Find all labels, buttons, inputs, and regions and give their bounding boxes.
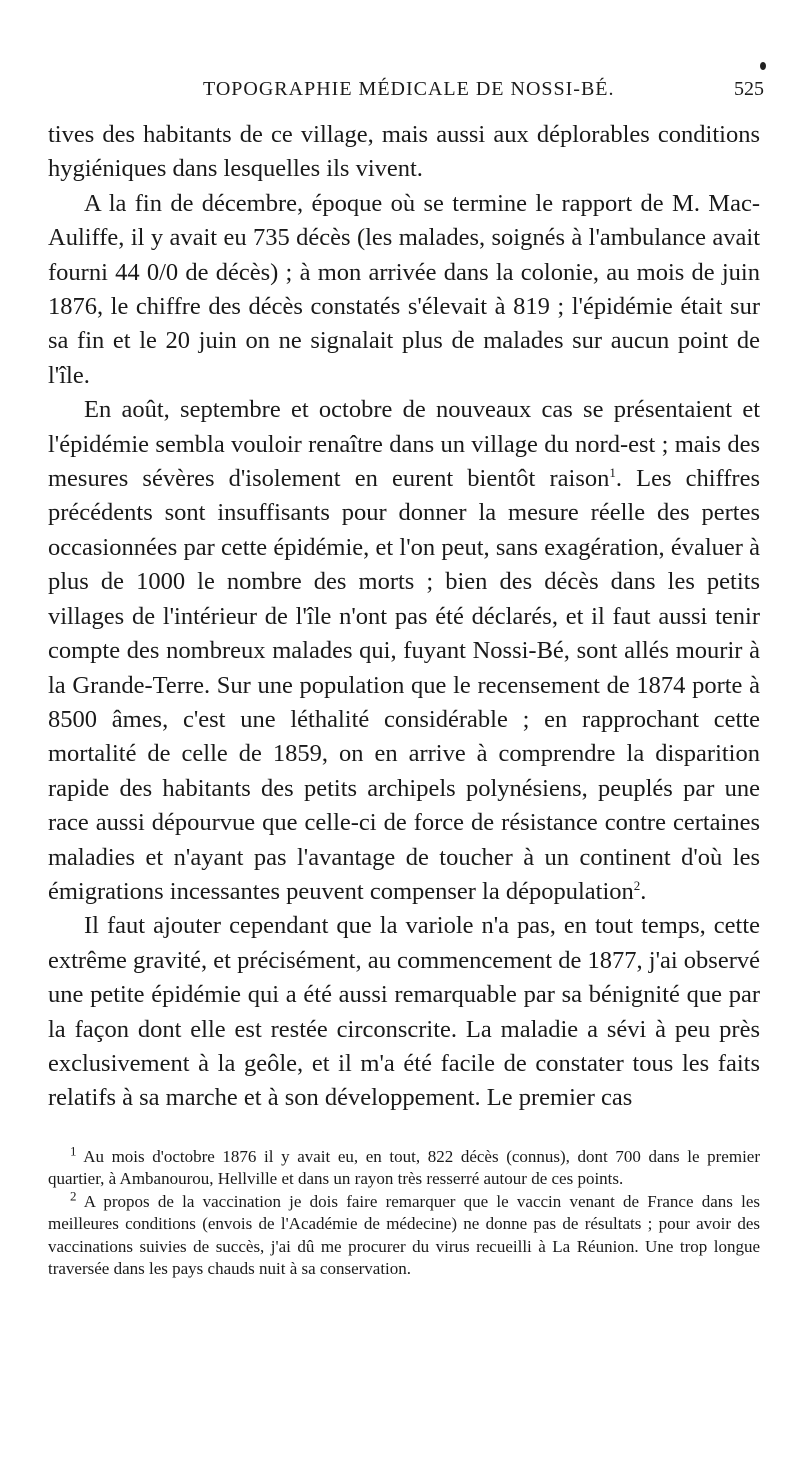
paragraph-august-part-1: En août, septembre et octobre de nouveaux cas se présentaient et l'épidémie sembla vouloir renaître dans un village du nord-est ; mais des mesures sévères d'isolement en eurent bientôt raison xyxy=(48,396,760,493)
paragraph-august-part-2: . Les chiffres précédents sont insuffisants pour donner la mesure réelle des pertes occasionnées par cette épidémie, et l'on peut, sans exagération, évaluer à plus de 1000 le nombre des morts ; bien des décès dans les petits villages de l'intérieur de l'île n'ont pas été déclarés, et il faut aussi tenir compte des nombreux malades qui, fuyant Nossi-Bé, sont allés mourir à la Grande-Terre. Sur une population que le recensement de 1874 porte à 8500 âmes, c'est une léthalité considérable ; en rapprochant cette mortalité de celle de 1859, on en arrive à comprendre la disparition rapide des habitants des petits archipels polynésiens, peuplés par une race aussi dépourvue que celle-ci de force de résistance contre certaines maladies et n'ayant pas l'avantage de toucher à un continent d'où les émigrations incessantes peuvent compenser la dépopulation xyxy=(48,465,760,905)
running-title: TOPOGRAPHIE MÉDICALE DE NOSSI-BÉ. xyxy=(203,78,615,100)
footnote-ref-2: 2 xyxy=(633,877,641,893)
paragraph-december: A la fin de décembre, époque où se termine le rapport de M. Mac-Auliffe, il y avait eu 735 décès (les malades, soignés à l'ambulance avait fourni 44 0/0 de décès) ; à mon arrivée dans la colonie, au mois de juin 1876, le chiffre des décès constatés s'élevait à 819 ; l'épidémie était sur sa fin et le 20 juin on ne signalait plus de malades sur aucun point de l'île. xyxy=(48,189,760,389)
paragraph-continuation: tives des habitants de ce village, mais aussi aux déplorables conditions hygiéniques dans lesquelles ils vivent. xyxy=(48,121,760,183)
paragraph-august xyxy=(48,393,760,909)
paragraph-variole: Il faut ajouter cependant que la variole n'a pas, en tout temps, cette extrême gravité, et précisément, au commencement de 1877, j'ai observé une petite épidémie qui a été aussi remarquable par sa bénignité que par la façon dont elle est restée circonscrite. La maladie a sévi à peu près exclusivement à la geôle, et il m'a été facile de constater tous les faits relatifs à sa marche et à son développement. Le premier cas xyxy=(48,912,760,1112)
footnotes xyxy=(48,1143,761,1281)
footnote-2-mark: 2 xyxy=(70,1188,77,1204)
footnote-1 xyxy=(48,1143,761,1191)
page-header xyxy=(48,78,764,108)
body-text xyxy=(48,118,760,1116)
footnote-1-text: Au mois d'octobre 1876 il y avait eu, en tout, 822 décès (connus), dont 700 dans le premier quartier, à Ambanourou, Hellville et dans un rayon très resserré autour de ces points. xyxy=(48,1146,761,1189)
ink-speck xyxy=(760,62,766,70)
book-page xyxy=(48,78,764,1281)
footnote-2-text: A propos de la vaccination je dois faire remarquer que le vaccin venant de France dans les meilleures conditions (envois de l'Académie de médecine) ne donne pas de résultats ; pour avoir des vaccinations suivies de succès, j'ai dû me procurer du virus recueilli à La Réunion. Une trop longue traversée dans les pays chauds nuit à sa conservation. xyxy=(48,1191,761,1279)
page-number: 525 xyxy=(734,78,764,100)
footnote-1-mark: 1 xyxy=(70,1143,77,1159)
footnote-2 xyxy=(48,1188,761,1281)
paragraph-august-end: . xyxy=(640,877,647,905)
footnote-ref-1: 1 xyxy=(609,464,616,480)
